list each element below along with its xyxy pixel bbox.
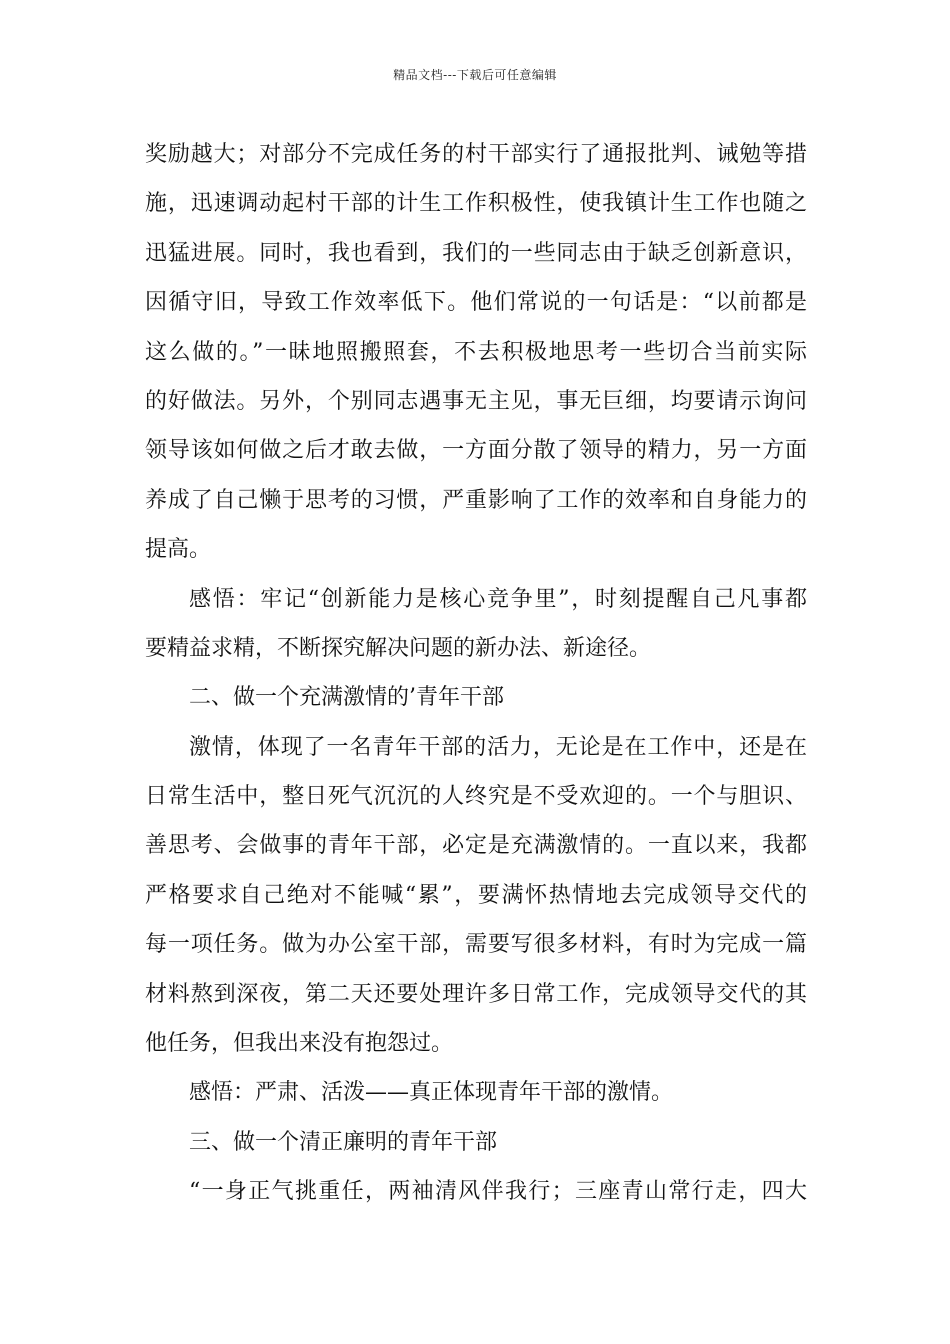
text-line: 领导该如何做之后才敢去做，一方面分散了领导的精力，另一方面 xyxy=(145,438,807,464)
text-line: 因循守旧，导致工作效率低下。他们常说的一句话是：“以前都是 xyxy=(145,290,807,316)
text-line: 感悟：严肃、活泼——真正体现青年干部的激情。 xyxy=(189,1080,674,1106)
text-line: 的好做法。另外，个别同志遇事无主见，事无巨细，均要请示询问 xyxy=(145,388,807,414)
text-line: 奖励越大；对部分不完成任务的村干部实行了通报批判、诫勉等措 xyxy=(145,142,807,167)
text-line: 日常生活中，整日死气沉沉的人终究是不受欢迎的。一个与胆识、 xyxy=(145,784,807,810)
text-line: 这么做的。”一昧地照搬照套，不去积极地思考一些切合当前实际 xyxy=(145,339,807,365)
page-header: 精品文档---下载后可任意编辑 xyxy=(393,68,557,82)
text-line: 激情，体现了一名青年干部的活力，无论是在工作中，还是在 xyxy=(189,734,807,760)
text-line: “一身正气挑重任，两袖清风伴我行；三座青山常行走，四大 xyxy=(189,1179,807,1205)
text-line: 感悟：牢记“创新能力是核心竞争里”，时刻提醒自己凡事都 xyxy=(189,586,807,612)
text-line: 善思考、会做事的青年干部，必定是充满激情的。一直以来，我都 xyxy=(145,833,807,859)
text-line: 养成了自己懒于思考的习惯，严重影响了工作的效率和自身能力的 xyxy=(145,487,807,513)
text-line: 他任务，但我出来没有抱怨过。 xyxy=(145,1031,454,1057)
text-line: 要精益求精，不断探究解决问题的新办法、新途径。 xyxy=(145,635,652,661)
text-line: 提高。 xyxy=(145,537,212,563)
text-line: 材料熬到深夜，第二天还要处理许多日常工作，完成领导交代的其 xyxy=(145,981,807,1007)
section-heading: 二、做一个充满激情的’青年干部 xyxy=(189,685,504,711)
text-line: 严格要求自己绝对不能喊“累”，要满怀热情地去完成领导交代的 xyxy=(145,882,807,908)
text-line: 每一项任务。做为办公室干部，需要写很多材料，有时为完成一篇 xyxy=(145,932,807,958)
text-line: 施，迅速调动起村干部的计生工作积极性，使我镇计生工作也随之 xyxy=(145,191,807,217)
text-line: 迅猛进展。同时，我也看到，我们的一些同志由于缺乏创新意识， xyxy=(145,240,807,266)
section-heading: 三、做一个清正廉明的青年干部 xyxy=(189,1129,498,1155)
document-body xyxy=(145,130,807,1217)
